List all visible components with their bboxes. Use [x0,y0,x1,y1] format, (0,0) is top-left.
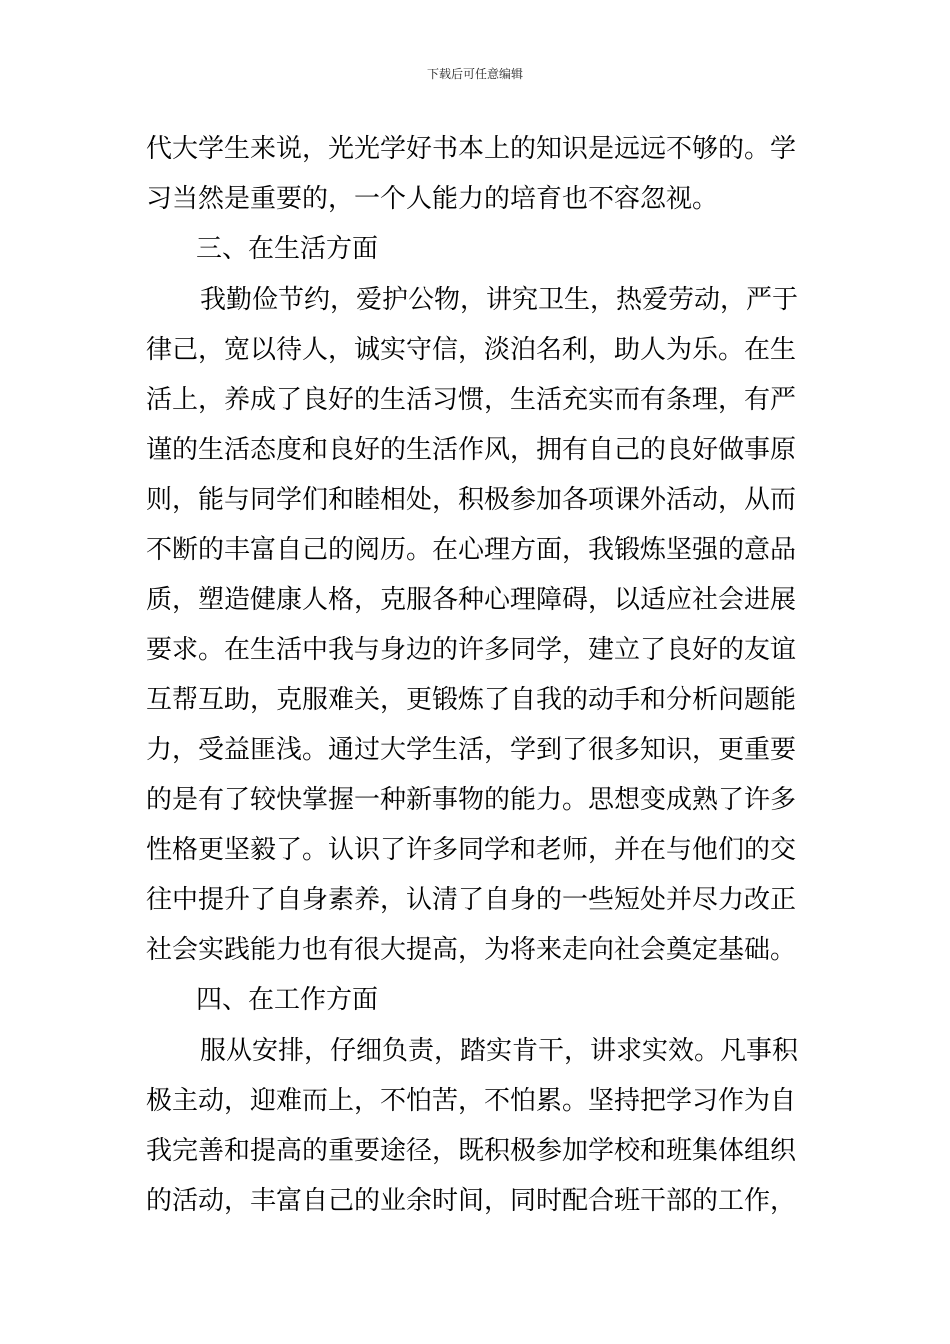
body-line: 要求。在生活中我与身边的许多同学，建立了良好的友谊 [146,635,797,665]
page-header: 下载后可任意编辑 [426,67,523,81]
body-line: 不断的丰富自己的阅历。在心理方面，我锻炼坚强的意品 [146,535,797,565]
body-line: 的是有了较快掌握一种新事物的能力。思想变成熟了许多 [146,785,797,815]
body-line: 往中提升了自身素养，认清了自身的一些短处并尽力改正 [146,885,797,915]
body-line: 性格更坚毅了。认识了许多同学和老师，并在与他们的交 [146,835,797,865]
body-line: 力，受益匪浅。通过大学生活，学到了很多知识，更重要 [146,735,797,765]
body-line: 互帮互助，克服难关，更锻炼了自我的动手和分析问题能 [146,685,797,715]
body-line: 律己，宽以待人，诚实守信，淡泊名利，助人为乐。在生 [146,335,797,365]
body-line: 习当然是重要的，一个人能力的培育也不容忽视。 [146,184,719,214]
section-heading: 三、在生活方面 [196,234,379,264]
body-line: 质，塑造健康人格，克服各种心理障碍，以适应社会进展 [146,585,797,615]
body-line: 谨的生活态度和良好的生活作风，拥有自己的良好做事原 [146,435,797,465]
section-heading: 四、在工作方面 [196,985,379,1015]
body-line: 我完善和提高的重要途径，既积极参加学校和班集体组织 [146,1136,797,1166]
body-line: 活上，养成了良好的生活习惯，生活充实而有条理，有严 [146,385,797,415]
body-line: 我勤俭节约，爱护公物，讲究卫生，热爱劳动，严于 [200,285,799,315]
body-line: 极主动，迎难而上，不怕苦，不怕累。坚持把学习作为自 [146,1086,797,1116]
body-line: 服从安排，仔细负责，踏实肯干，讲求实效。凡事积 [200,1036,799,1066]
body-line: 的活动，丰富自己的业余时间，同时配合班干部的工作， [146,1186,797,1216]
body-line: 社会实践能力也有很大提高，为将来走向社会奠定基础。 [146,935,797,965]
body-line: 则，能与同学们和睦相处，积极参加各项课外活动，从而 [146,485,797,515]
body-line: 代大学生来说，光光学好书本上的知识是远远不够的。学 [146,134,797,164]
